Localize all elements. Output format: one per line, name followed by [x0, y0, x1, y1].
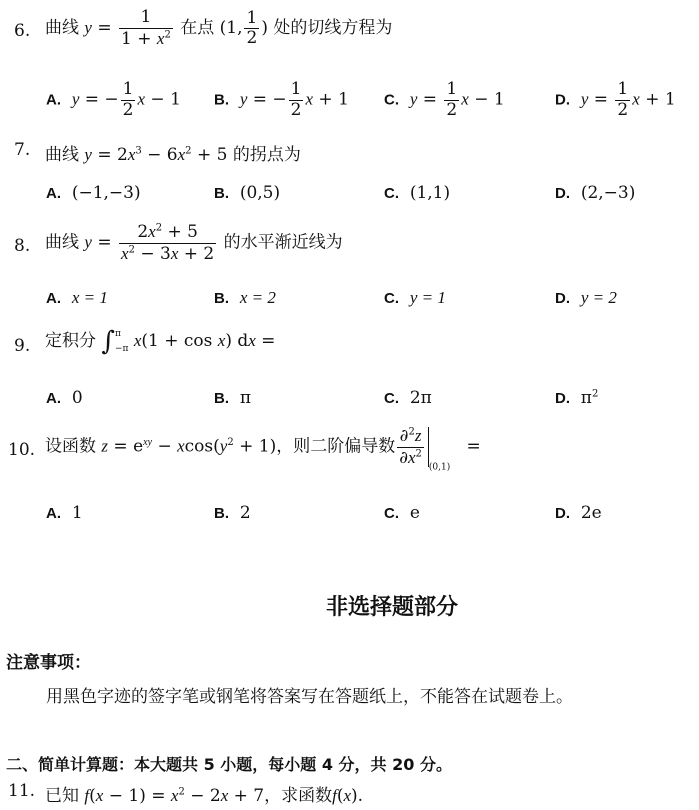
part-title: 二、简单计算题：本大题共 5 小题，每小题 4 分，共 20 分。 — [6, 755, 452, 774]
option-c[interactable]: C. y = 1 — [384, 288, 446, 307]
option-c[interactable]: C. (1,1) — [384, 183, 451, 203]
option-b[interactable]: B. π — [214, 388, 251, 408]
stem-prefix: 曲线 — [45, 18, 79, 39]
option-c[interactable]: C. 2π — [384, 388, 432, 408]
question-stem: 已知 $f(x - 1) = x^2 - 2x + 7$，求函数f(x). — [45, 786, 364, 806]
partial-derivative: $\frac{\partial^2z}{\partial x^2}$ — [399, 426, 422, 468]
option-d[interactable]: D. 2e — [555, 503, 602, 523]
question-number: 9. — [14, 336, 31, 356]
question-number: 8. — [14, 236, 31, 256]
option-d[interactable]: D. $\pi^2$ — [555, 388, 599, 408]
fraction: $\frac{2x^2 + 5}{x^2 - 3x + 2}$ — [121, 222, 215, 264]
option-a[interactable]: A. 1 — [46, 503, 83, 523]
option-d[interactable]: D. y = $\frac{1}{2}$ x + 1 — [555, 79, 676, 120]
notes-body: 用黑色字迹的签字笔或钢笔将答案写在答题纸上，不能答在试题卷上。 — [46, 687, 573, 707]
question-stem: 曲线 y = $\frac{2x^2 + 5}{x^2 - 3x + 2}$ 的水平渐近线为 — [45, 222, 343, 264]
option-b[interactable]: B. y = − $\frac{1}{2}$ x + 1 — [214, 79, 349, 120]
notes-title: 注意事项： — [6, 653, 91, 673]
option-a[interactable]: A. y = − $\frac{1}{2}$ x − 1 — [46, 79, 181, 120]
option-c[interactable]: C. e — [384, 503, 420, 523]
stem-suffix: 处的切线方程为 — [273, 18, 393, 39]
integral-sign: ∫ — [101, 326, 115, 357]
option-a[interactable]: A. (−1,−3) — [46, 183, 141, 203]
option-c[interactable]: C. y = $\frac{1}{2}$ x − 1 — [384, 79, 505, 120]
question-stem: 曲线 $y = 2x^3 - 6x^2 + 5$ 的拐点为 — [45, 145, 301, 165]
question-number: 7. — [14, 140, 31, 160]
question-stem: 设函数 $z = e^{xy} - xcos(y^2 + 1)$，则二阶偏导数 $\frac{\partial^2z}{\partial x^2}$ $_{(0,1)}$ = — [45, 426, 481, 473]
evaluation-bar — [428, 427, 429, 467]
option-b[interactable]: B. x = 2 — [214, 288, 276, 307]
question-stem: 定积分 ∫ π −π x(1 + cos x) dx = — [45, 326, 276, 357]
question-number: 11. — [8, 781, 36, 801]
stem-mid: 在点 — [180, 18, 215, 39]
option-d[interactable]: D. (2,−3) — [555, 183, 636, 203]
question-number: 10. — [8, 440, 36, 460]
option-a[interactable]: A. 0 — [46, 388, 83, 408]
question-number: 6. — [14, 21, 31, 41]
option-b[interactable]: B. 2 — [214, 503, 251, 523]
option-a[interactable]: A. x = 1 — [46, 288, 108, 307]
question-stem: 曲线 y = $\frac{1}{1 + x^2}$ 在点 (1, $\frac{1}{2}$ ) 处的切线方程为 — [45, 7, 393, 49]
option-b[interactable]: B. (0,5) — [214, 183, 281, 203]
option-d[interactable]: D. y = 2 — [555, 288, 617, 307]
section-title: 非选择题部分 — [326, 594, 459, 619]
fraction: $\frac{1}{1 + x^2}$ — [121, 7, 171, 49]
